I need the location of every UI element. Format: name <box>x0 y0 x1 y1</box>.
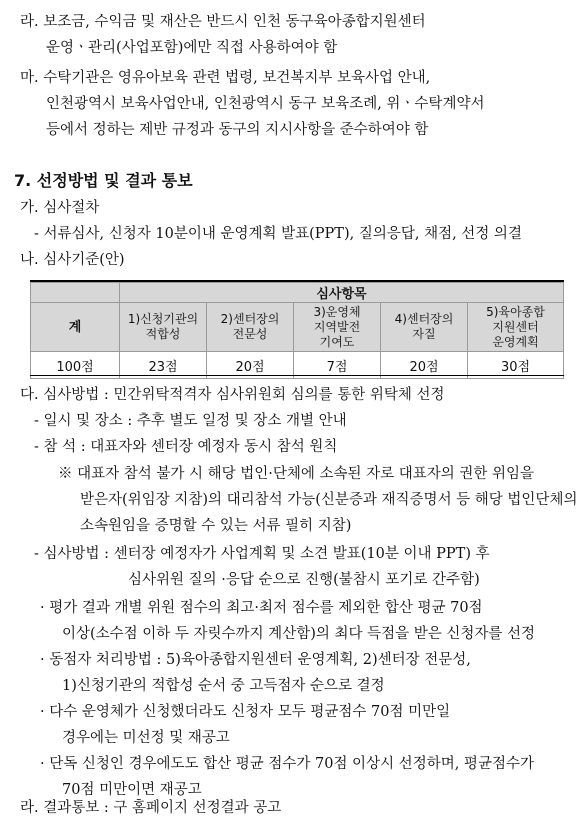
table-bottom-rule <box>30 375 564 376</box>
header-line: 3)운영체 <box>313 304 361 319</box>
note-line: 소속원임을 증명할 수 있는 서류 필히 지참) <box>80 518 352 534</box>
header-line: 5)육아종합 <box>486 304 545 319</box>
list-item-continuation: 70점 미만이면 재공고 <box>62 782 202 798</box>
value-cell: 7점 <box>294 352 381 379</box>
text-line: 라. 보조금, 수익금 및 재산은 반드시 인천 동구육아종합지원센터 <box>20 14 426 30</box>
total-value-cell: 100점 <box>31 352 120 379</box>
total-header-cell: 계 <box>31 303 120 352</box>
text-line: 등에서 정하는 제반 규정과 동구의 지시사항을 준수하여야 함 <box>46 122 429 138</box>
header-line: 지역발전 <box>313 319 361 334</box>
value-cell: 23점 <box>120 352 207 379</box>
value-cell: 20점 <box>381 352 468 379</box>
column-header-cell <box>120 303 207 352</box>
note-line: ※ 대표자 참석 불가 시 해당 법인·단체에 소속된 자로 대표자의 권한 위임을 <box>58 466 535 482</box>
column-header-cell <box>468 303 564 352</box>
section-heading: 7. 선정방법 및 결과 통보 <box>14 171 193 190</box>
header-line: 적합성 <box>145 327 181 341</box>
value-cell: 30점 <box>468 352 564 379</box>
text-line: - 참 석 : 대표자와 센터장 예정자 동시 참석 원칙 <box>34 439 338 455</box>
text-line: 인천광역시 보육사업안내, 인천광역시 동구 보육조례, 위ㆍ수탁계약서 <box>46 96 485 112</box>
note-line: 받은자(위임장 지참)의 대리참석 가능(신분증과 재직증명서 등 해당 법인단체의 <box>80 492 578 508</box>
header-line: 지원센터 <box>492 319 539 334</box>
subsection-heading: 나. 심사기준(안) <box>20 252 125 268</box>
table-row <box>31 303 564 352</box>
table-row <box>31 283 564 303</box>
list-item: · 단독 신청인 경우에도도 합산 평균 점수가 70점 이상시 선정하며, 평균점수가 <box>40 756 534 772</box>
table-cell <box>31 283 120 303</box>
list-item: · 다수 운영체가 신청했더라도 신청자 모두 평균점수 70점 미만일 <box>40 704 451 720</box>
list-item-continuation: 1)신청기관의 적합성 순서 중 고득점자 순으로 결정 <box>62 678 385 694</box>
header-line: 4)센터장의 <box>394 312 454 326</box>
header-line: 자질 <box>412 327 436 341</box>
header-line: 전문성 <box>232 327 268 341</box>
list-item: · 평가 결과 개별 위원 점수의 최고·최저 점수를 제외한 합산 평균 70점 <box>40 600 483 616</box>
group-header-cell: 심사항목 <box>120 283 564 303</box>
header-line: 2)센터장의 <box>220 312 280 326</box>
text-line: 심사위원 질의 ·응답 순으로 진행(불참시 포기로 간주함) <box>128 572 480 588</box>
column-header-cell <box>381 303 468 352</box>
text-line: - 심사방법 : 센터장 예정자가 사업계획 및 소견 발표(10분 이내 PPT) 후 <box>34 546 490 562</box>
text-line: 마. 수탁기관은 영유아보육 관련 법령, 보건복지부 보육사업 안내, <box>20 70 431 86</box>
text-line: 운영ㆍ관리(사업포함)에만 직접 사용하여야 함 <box>46 40 338 56</box>
subsection-heading: 다. 심사방법 : 민간위탁적격자 심사위원회 심의를 통한 위탁체 선정 <box>20 387 445 403</box>
criteria-table <box>30 282 564 379</box>
text-line: - 일시 및 장소 : 추후 별도 일정 및 장소 개별 안내 <box>34 413 347 429</box>
column-header-cell <box>294 303 381 352</box>
subsection-heading: 가. 심사절차 <box>20 200 100 216</box>
subsection-heading: 라. 결과통보 : 구 홈페이지 선정결과 공고 <box>20 800 282 816</box>
text-line: - 서류심사, 신청자 10분이내 운영계획 발표(PPT), 질의응답, 채점, 선정 의결 <box>34 226 522 242</box>
column-header-cell <box>207 303 294 352</box>
header-line: 기여도 <box>319 334 355 349</box>
header-line: 운영계획 <box>492 334 539 349</box>
value-cell: 20점 <box>207 352 294 379</box>
list-item-continuation: 이상(소수점 이하 두 자릿수까지 계산함)의 최다 득점을 받은 신청자를 선정 <box>62 626 536 642</box>
list-item-continuation: 경우에는 미선정 및 재공고 <box>62 730 230 746</box>
header-line: 1)신청기관의 <box>127 312 199 326</box>
list-item: · 동점자 처리방법 : 5)육아종합지원센터 운영계획, 2)센터장 전문성, <box>40 652 471 668</box>
